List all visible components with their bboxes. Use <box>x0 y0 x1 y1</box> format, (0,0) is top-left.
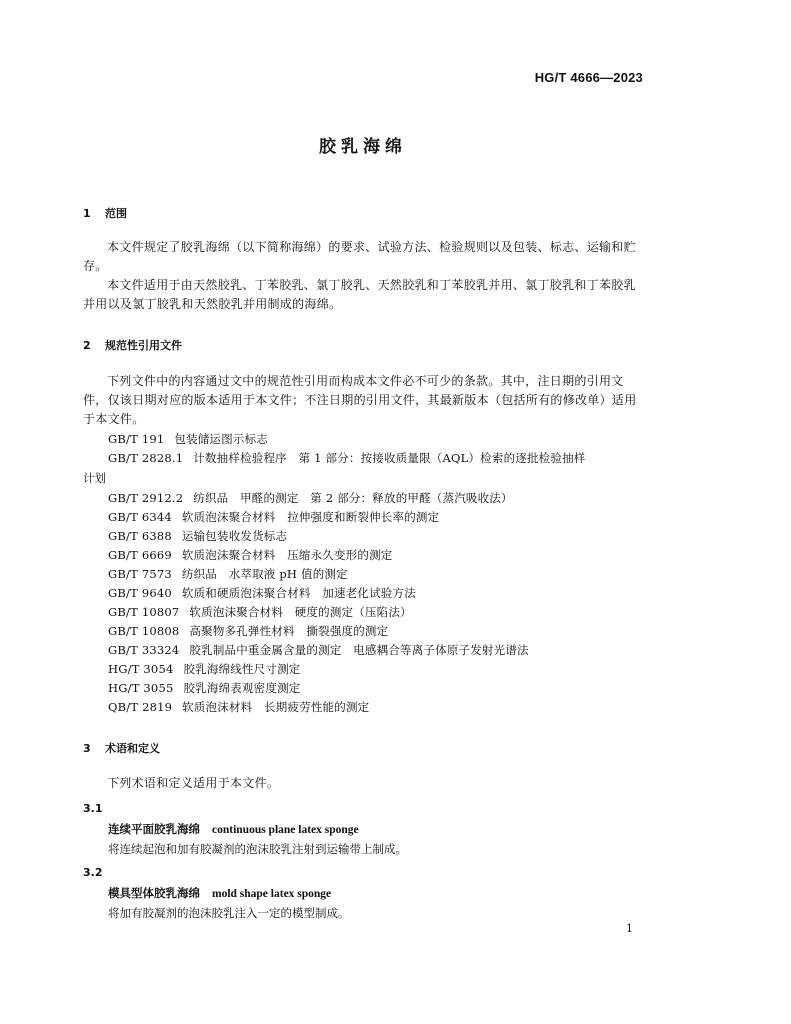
ref-title: 软质泡沫材料 长期疲劳性能的测定 <box>182 700 370 714</box>
ref-code: GB/T 2912.2 <box>108 491 184 505</box>
ref-title: 高聚物多孔弹性材料 撕裂强度的测定 <box>189 624 389 638</box>
ref-item <box>108 566 348 582</box>
section-1-heading <box>83 205 127 221</box>
ref-continuation: 计划 <box>83 471 106 485</box>
ref-code: GB/T 9640 <box>108 586 172 600</box>
ref-title: 纺织品 水萃取液 pH 值的测定 <box>181 567 348 581</box>
term-definition: 将加有胶凝剂的泡沫胶乳注入一定的模型制成。 <box>108 906 350 920</box>
ref-code: GB/T 7573 <box>108 567 172 581</box>
section-1-title: 范围 <box>105 207 127 220</box>
term-definition: 将连续起泡和加有胶凝剂的泡沫胶乳注射到运输带上制成。 <box>108 842 407 856</box>
ref-code: QB/T 2819 <box>108 700 173 714</box>
ref-title: 胶乳海绵线性尺寸测定 <box>183 662 301 676</box>
ref-item <box>108 528 287 544</box>
term-entry <box>108 885 331 901</box>
standard-code: HG/T 4666—2023 <box>534 70 643 85</box>
term-english: continuous plane latex sponge <box>212 824 359 836</box>
ref-code: GB/T 6344 <box>108 510 172 524</box>
ref-item <box>108 547 393 563</box>
terms-intro: 下列术语和定义适用于本文件。 <box>107 776 280 790</box>
ref-code: GB/T 10807 <box>108 605 180 619</box>
term-chinese: 模具型体胶乳海绵 <box>108 886 200 900</box>
section-2-title: 规范性引用文件 <box>105 339 182 352</box>
ref-item <box>108 585 416 601</box>
ref-item <box>108 509 439 525</box>
ref-code: HG/T 3054 <box>108 662 174 676</box>
ref-item <box>108 661 300 677</box>
ref-title: 计数抽样检验程序 第 1 部分：按接收质量限（AQL）检索的逐批检验抽样 <box>193 451 586 465</box>
section-3-heading <box>83 740 160 756</box>
ref-item <box>108 604 412 620</box>
ref-title: 纺织品 甲醛的测定 第 2 部分：释放的甲醛（蒸汽吸收法） <box>193 491 513 505</box>
term-number: 3.1 <box>83 802 103 815</box>
section-3-title: 术语和定义 <box>105 742 160 755</box>
ref-code: GB/T 6669 <box>108 548 172 562</box>
ref-code: GB/T 2828.1 <box>108 451 184 465</box>
ref-code: HG/T 3055 <box>108 681 174 695</box>
ref-item <box>108 680 300 696</box>
section-1-number: 1 <box>83 207 91 220</box>
ref-title: 软质泡沫聚合材料 硬度的测定（压陷法） <box>189 605 412 619</box>
term-entry <box>108 821 359 837</box>
normative-intro: 下列文件中的内容通过文中的规范性引用而构成本文件必不可少的条款。其中，注日期的引用文件，仅该日期对应的版本适用于本文件；不注日期的引用文件，其最新版本（包括所有的修改单）适用于本文件。 <box>83 374 637 426</box>
section-3-number: 3 <box>83 742 91 755</box>
ref-code: GB/T 6388 <box>108 529 172 543</box>
scope-paragraph-1: 本文件规定了胶乳海绵（以下简称海绵）的要求、试验方法、检验规则以及包装、标志、运输和贮存。 <box>83 240 636 273</box>
ref-item <box>108 699 369 715</box>
term-number: 3.2 <box>83 866 103 879</box>
section-2-number: 2 <box>83 339 91 352</box>
section-2-heading <box>83 337 182 353</box>
page-number: 1 <box>626 922 633 935</box>
ref-item <box>108 623 388 639</box>
ref-title: 胶乳制品中重金属含量的测定 电感耦合等离子体原子发射光谱法 <box>189 643 529 657</box>
ref-title: 软质泡沫聚合材料 拉伸强度和断裂伸长率的测定 <box>181 510 440 524</box>
ref-title: 胶乳海绵表观密度测定 <box>183 681 301 695</box>
term-chinese: 连续平面胶乳海绵 <box>108 822 200 836</box>
ref-item <box>108 431 268 447</box>
term-english: mold shape latex sponge <box>212 888 332 900</box>
ref-item <box>108 642 529 658</box>
ref-code: GB/T 191 <box>108 432 165 446</box>
ref-item <box>108 450 585 466</box>
ref-code: GB/T 10808 <box>108 624 180 638</box>
document-title: 胶乳海绵 <box>319 137 407 157</box>
ref-code: GB/T 33324 <box>108 643 180 657</box>
ref-title: 包装储运图示标志 <box>174 432 268 446</box>
ref-item <box>108 490 513 506</box>
ref-title: 软质泡沫聚合材料 压缩永久变形的测定 <box>181 548 393 562</box>
scope-paragraph-2: 本文件适用于由天然胶乳、丁苯胶乳、氯丁胶乳、天然胶乳和丁苯胶乳并用、氯丁胶乳和丁苯胶乳并用以及氯丁胶乳和天然胶乳并用制成的海绵。 <box>83 278 636 311</box>
ref-title: 运输包装收发货标志 <box>181 529 288 543</box>
ref-title: 软质和硬质泡沫聚合材料 加速老化试验方法 <box>181 586 416 600</box>
